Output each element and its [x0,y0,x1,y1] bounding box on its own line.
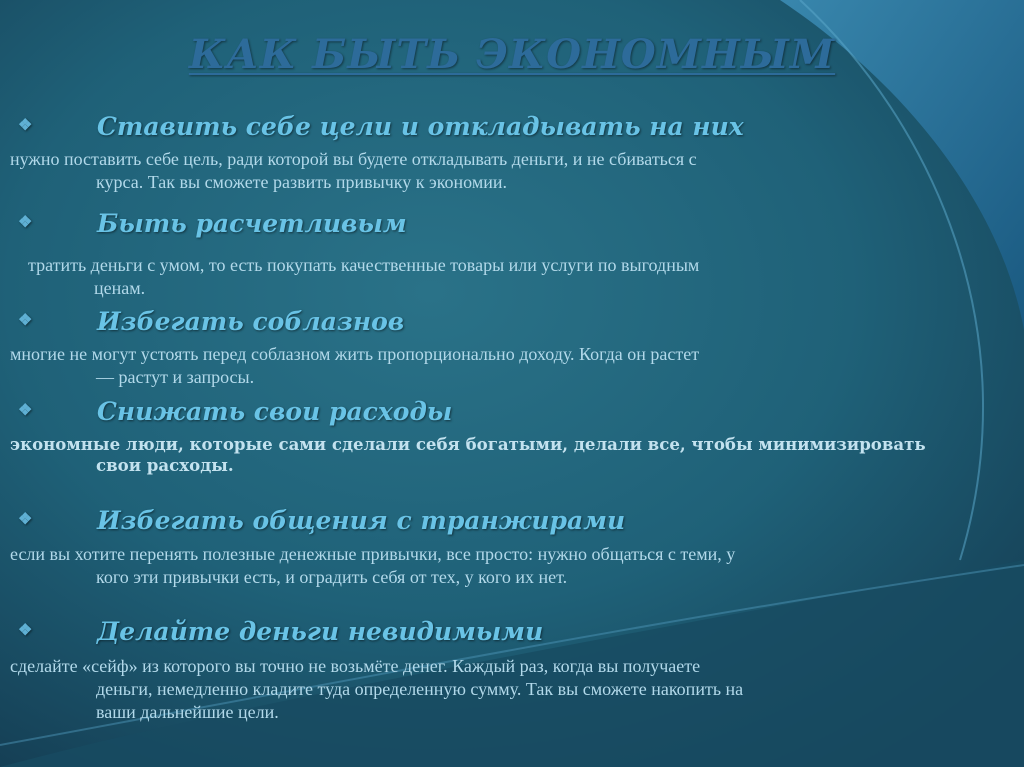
section-heading [0,506,1000,538]
section-text-line: курса. Так вы сможете развить привычку к экономии. [96,172,507,192]
section-text-line: сделайте «сейф» из которого вы точно не возьмёте денег. Каждый раз, когда вы получаете [10,656,701,676]
section-text-line: деньги, немедленно кладите туда определенную сумму. Так вы сможете накопить на [96,679,744,699]
section-text [10,655,1015,724]
section-text [10,543,1015,589]
slide-title: КАК БЫТЬ ЭКОНОМНЫМ [188,31,836,78]
section-heading [0,397,1000,429]
section-text-line: — растут и запросы. [96,367,255,387]
section-heading [0,209,1000,241]
section-heading-text: Быть расчетливым [97,209,407,238]
section-heading-text: Ставить себе цели и откладывать на них [97,112,744,141]
section-heading [0,112,1000,144]
section-heading-text: Избегать соблазнов [97,307,405,336]
section-text [28,254,1024,300]
diamond-bullet-icon: ❖ [18,212,33,231]
section-text [10,343,1015,389]
diamond-bullet-icon: ❖ [18,400,33,419]
section-text-line: свои расходы. [96,455,234,475]
section-heading [0,307,1000,339]
section-heading [0,617,1000,649]
section-text-line: кого эти привычки есть, и оградить себя от тех, у кого их нет. [96,567,568,587]
section-text-line: многие не могут устоять перед соблазном жить пропорционально доходу. Когда он растет [10,344,700,364]
section-text-line: ваши дальнейшие цели. [96,702,279,722]
diamond-bullet-icon: ❖ [18,115,33,134]
section-text [10,434,1015,476]
diamond-bullet-icon: ❖ [18,509,33,528]
section-text-line: если вы хотите перенять полезные денежные привычки, все просто: нужно общаться с теми, у [10,544,736,564]
section-heading-text: Избегать общения с транжирами [97,506,626,535]
section-text-line: экономные люди, которые сами сделали себя богатыми, делали все, чтобы минимизировать [10,434,926,454]
section-text-line: тратить деньги с умом, то есть покупать качественные товары или услуги по выгодным [28,255,700,275]
diamond-bullet-icon: ❖ [18,620,33,639]
section-heading-text: Делайте деньги невидимыми [97,617,544,646]
section-text-line: нужно поставить себе цель, ради которой вы будете откладывать деньги, и не сбиваться с [10,149,697,169]
section-text-line: ценам. [94,278,146,298]
diamond-bullet-icon: ❖ [18,310,33,329]
section-heading-text: Снижать свои расходы [97,397,453,426]
section-text [10,148,1015,194]
